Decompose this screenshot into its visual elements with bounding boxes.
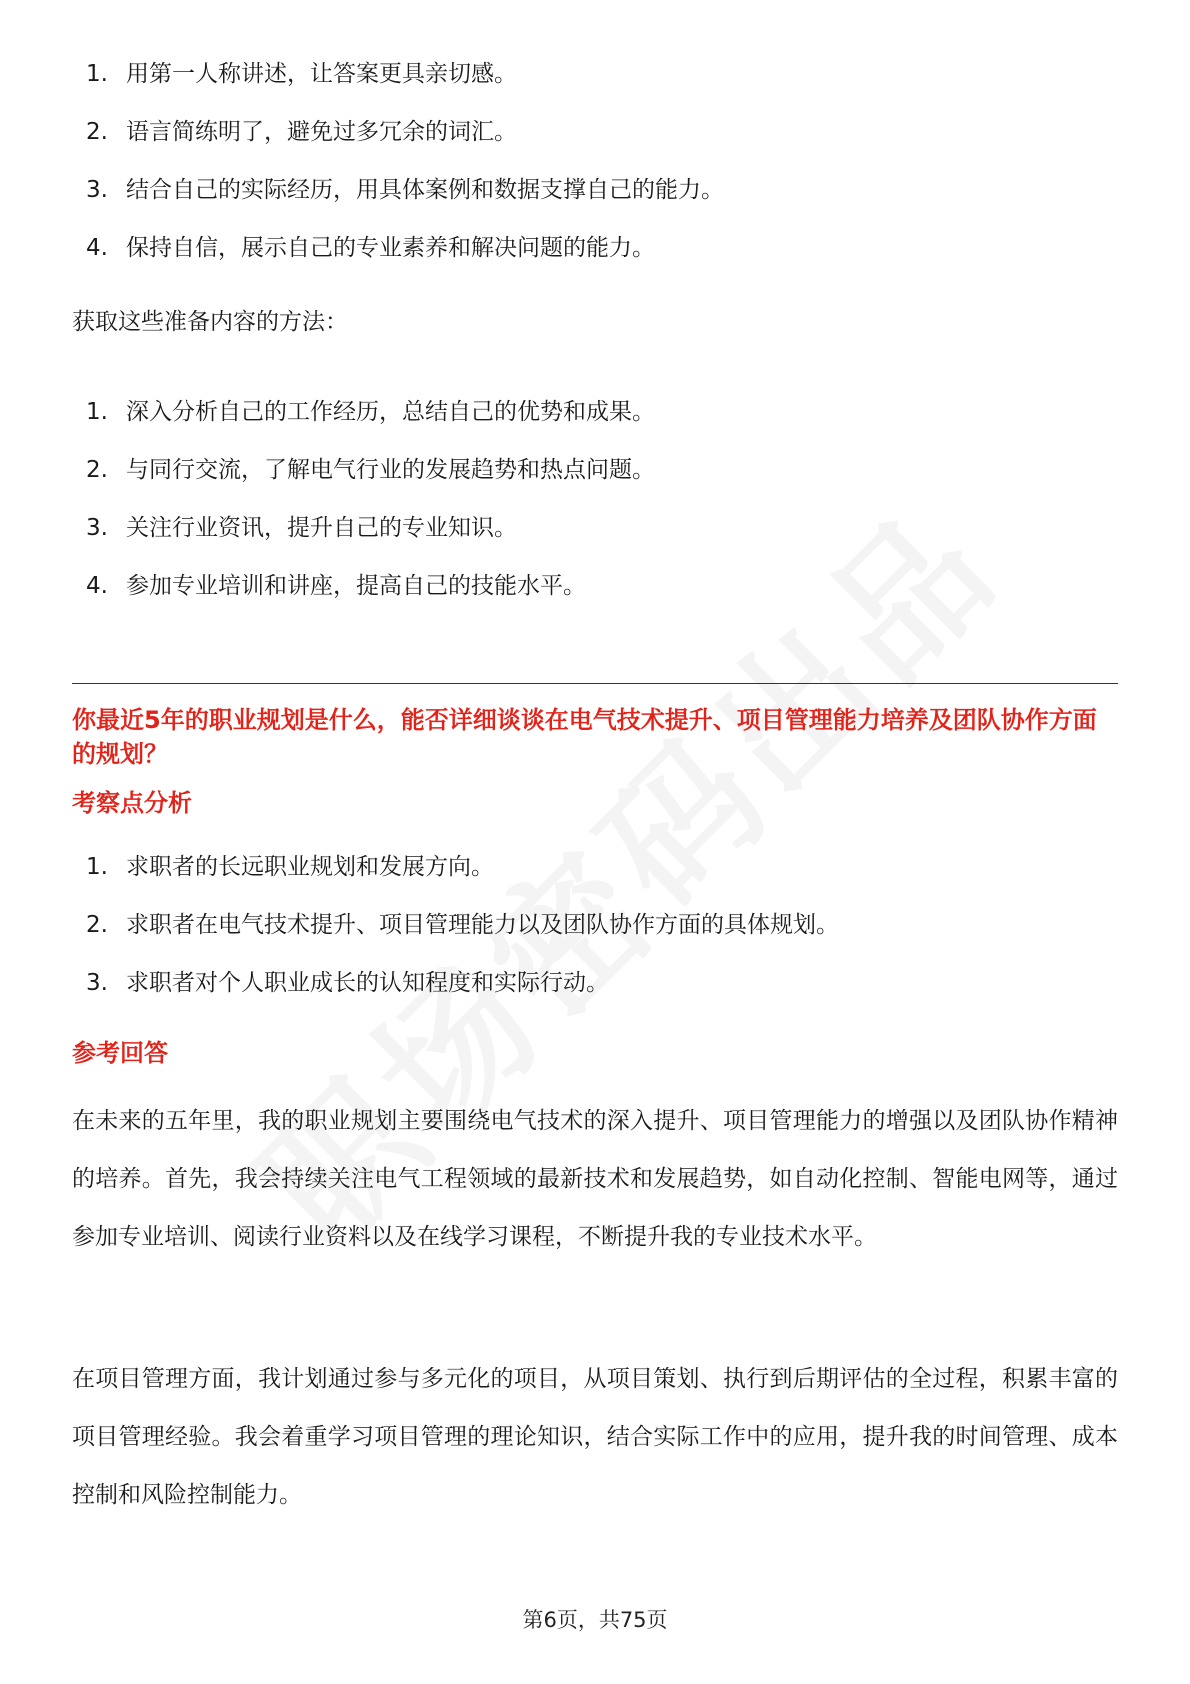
methods-list [72, 396, 1118, 628]
answer-heading: 参考回答 [72, 1039, 168, 1067]
section-divider [72, 683, 1118, 684]
methods-intro: 获取这些准备内容的方法： [72, 309, 348, 335]
answer-paragraph-2: 在项目管理方面，我计划通过参与多元化的项目，从项目策划、执行到后期评估的全过程，积累丰富的项目管理经验。我会着重学习项目管理的理论知识，结合实际工作中的应用，提升我的时间管理、成本控制和风险控制能力。 [72, 1366, 1118, 1508]
list-item: 3. 关注行业资讯，提升自己的专业知识。 [86, 515, 517, 541]
list-item: 4. 参加专业培训和讲座，提高自己的技能水平。 [86, 573, 586, 599]
question-heading: 你最近5年的职业规划是什么，能否详细谈谈在电气技术提升、项目管理能力培养及团队协作方面的规划？ [72, 706, 1097, 768]
tips-list [72, 58, 1118, 290]
list-item: 1. 求职者的长远职业规划和发展方向。 [86, 854, 494, 880]
answer-paragraph-1: 在未来的五年里，我的职业规划主要围绕电气技术的深入提升、项目管理能力的增强以及团队协作精神的培养。首先，我会持续关注电气工程领域的最新技术和发展趋势，如自动化控制、智能电网等，通过参加专业培训、阅读行业资料以及在线学习课程，不断提升我的专业技术水平。 [72, 1108, 1118, 1250]
list-item: 1. 用第一人称讲述，让答案更具亲切感。 [86, 61, 517, 87]
list-item: 2. 与同行交流，了解电气行业的发展趋势和热点问题。 [86, 457, 655, 483]
list-item: 3. 结合自己的实际经历，用具体案例和数据支撑自己的能力。 [86, 177, 724, 203]
page-footer: 第6页，共75页 [522, 1608, 668, 1632]
analysis-heading: 考察点分析 [72, 789, 192, 817]
list-item: 4. 保持自信，展示自己的专业素养和解决问题的能力。 [86, 235, 655, 261]
list-item: 3. 求职者对个人职业成长的认知程度和实际行动。 [86, 970, 609, 996]
list-item: 2. 求职者在电气技术提升、项目管理能力以及团队协作方面的具体规划。 [86, 912, 839, 938]
list-item: 1. 深入分析自己的工作经历，总结自己的优势和成果。 [86, 399, 655, 425]
analysis-list [72, 851, 1118, 1025]
list-item: 2. 语言简练明了，避免过多冗余的词汇。 [86, 119, 517, 145]
